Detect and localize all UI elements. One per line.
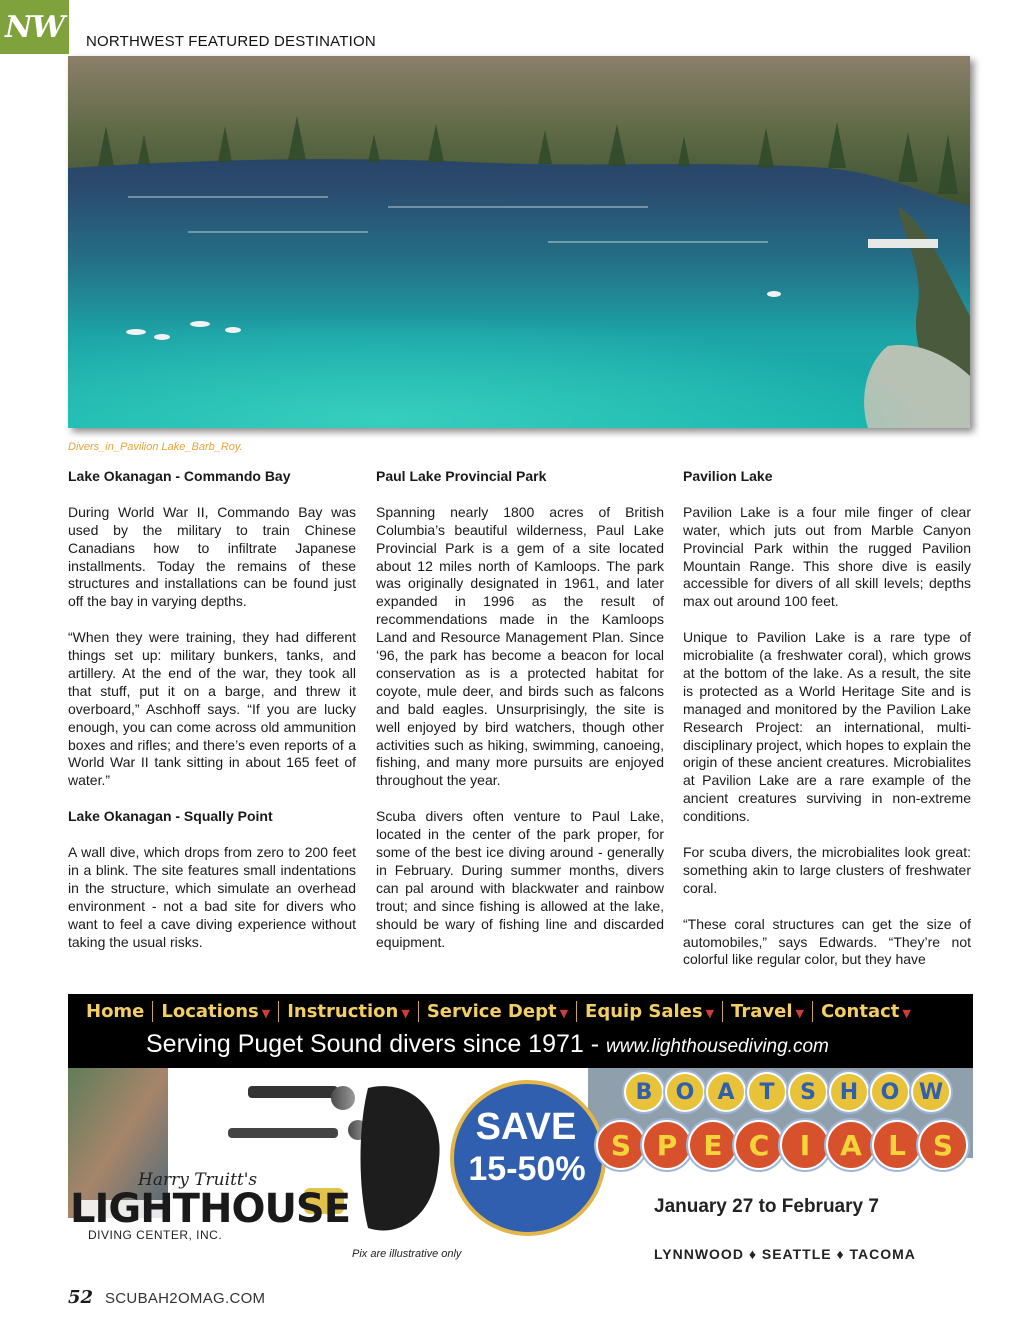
article-column-2: [376, 468, 664, 969]
boatshow-letter: O: [665, 1072, 705, 1112]
paragraph: During World War II, Commando Bay was used by the military to train Chinese Canadians how to infiltrate Japanese installments. Today the remains of these structures and installations can be found just off the bay in varying depths.: [68, 503, 356, 610]
ad-nav-locations[interactable]: Locations ▼: [153, 1001, 279, 1022]
boatshow-letters: [624, 1072, 964, 1118]
ad-nav-home[interactable]: Home: [78, 1001, 153, 1022]
lake-photo-illustration: [68, 56, 970, 428]
paragraph: A wall dive, which drops from zero to 200 feet in a blink. The site features small indentations in the structure, which simulate an overhead environment - not a bad site for divers who want to feel a cave diving experience without taking the usual risks.: [68, 843, 356, 950]
bcd-vest: [361, 1086, 440, 1230]
save-label: SAVE: [475, 1106, 577, 1148]
paragraph: Spanning nearly 1800 acres of British Columbia’s beautiful wilderness, Paul Lake Provincial Park is a gem of a site located about 12 miles north of Kamloops. The park was originally designated in 1961, and later expanded in 1996 as the result of recommendations made in the Kamloops Land and Resource Management Plan. Since ‘96, the park has become a beacon for local conservation as is a protected habitat for coyote, mule deer, and birds such as falcons and bald eagles. Unsurprisingly, the site is well enjoyed by bird watchers, though other activities such as hiking, swimming, canoeing, fishing, and many more pursuits are enjoyed throughout the year.: [376, 503, 664, 789]
specials-letter: L: [872, 1120, 922, 1170]
ad-nav-instruction[interactable]: Instruction ▼: [279, 1001, 419, 1022]
paragraph: “When they were training, they had different things set up: military bunkers, tanks, and artillery. At the end of the war, they took all that stuff, put it on a barge, and threw it overboard,” Aschhoff says. “If you are lucky enough, you can come across old ammunition boxes and rifles; and there’s even reports of a World War II tank sitting in about 165 feet of water.”: [68, 629, 356, 789]
discount-range: 15-50%: [468, 1150, 586, 1188]
specials-letter: I: [780, 1120, 830, 1170]
paragraph: Scuba divers often venture to Paul Lake, located in the center of the park proper, for some of the best ice diving around - generally in February. During summer months, divers can pal around with blackwater and rainbow trout; and since fishing is allowed at the lake, should be wary of fishing line and discarded equipment.: [376, 808, 664, 950]
chevron-down-icon: ▼: [705, 1006, 715, 1020]
ad-nav-equip-sales[interactable]: Equip Sales ▼: [577, 1001, 723, 1022]
badge-text: NW: [4, 9, 65, 45]
specials-letter: S: [596, 1120, 646, 1170]
paragraph: Pavilion Lake is a four mile finger of clear water, which juts out from Marble Canyon Provincial Park within the rugged Pavilion Mountain Range. This shore dive is easily accessible for divers of all skill levels; depths max out around 100 feet.: [683, 503, 971, 610]
brand-logo-text: LIGHTHOUSE: [70, 1186, 351, 1232]
photo-caption: Divers_in_Pavilion Lake_Barb_Roy.: [68, 441, 243, 453]
section-header: NORTHWEST FEATURED DESTINATION: [86, 33, 376, 50]
ad-nav-contact[interactable]: Contact ▼: [820, 1000, 911, 1022]
section-badge: [0, 0, 69, 54]
boatshow-letter: O: [870, 1072, 910, 1112]
ad-url[interactable]: www.lighthousediving.com: [606, 1036, 829, 1057]
section-heading: Lake Okanagan - Squally Point: [68, 808, 273, 825]
boatshow-letter: S: [788, 1072, 828, 1112]
ad-disclaimer: Pix are illustrative only: [352, 1248, 462, 1260]
ad-tagline: [146, 1030, 829, 1059]
section-heading: Pavilion Lake: [683, 468, 773, 484]
chevron-down-icon: ▼: [795, 1006, 804, 1020]
section-heading: Paul Lake Provincial Park: [376, 468, 547, 484]
ad-nav-service-dept[interactable]: Service Dept ▼: [419, 1001, 577, 1022]
boatshow-letter: H: [829, 1072, 869, 1112]
paragraph: Unique to Pavilion Lake is a rare type of microbialite (a freshwater coral), which grows at the bottom of the lake. As a result, the site is protected as a World Heritage Site and is managed and monitored by the Pavilion Lake Research Project: an international, multi-disciplinary project, which hopes to explain the origin of these ancient creatures. Microbialites at Pavilion Lake are a rare example of the ancient creatures surviving in non-extreme conditions.: [683, 629, 971, 825]
promo-dates: January 27 to February 7: [654, 1196, 879, 1217]
chevron-down-icon: ▼: [401, 1006, 410, 1020]
tagline-text: Serving Puget Sound divers since 1971 -: [146, 1030, 600, 1058]
brand-script: Harry Truitt's: [138, 1170, 258, 1190]
store-locations: LYNNWOOD ♦ SEATTLE ♦ TACOMA: [654, 1246, 916, 1262]
magazine-url: SCUBAH2OMAG.COM: [105, 1290, 266, 1307]
specials-letter: C: [734, 1120, 784, 1170]
specials-letter: E: [688, 1120, 738, 1170]
page-number: 52: [68, 1287, 94, 1308]
ad-nav-travel[interactable]: Travel ▼: [723, 1001, 813, 1022]
paragraph: “These coral structures can get the size of automobiles,” says Edwards. “They’re not colorful like regular color, but they have: [683, 915, 971, 968]
section-heading: Lake Okanagan - Commando Bay: [68, 468, 291, 484]
boatshow-letter: W: [911, 1072, 951, 1112]
specials-letter: A: [826, 1120, 876, 1170]
boatshow-letter: T: [747, 1072, 787, 1112]
paragraph: For scuba divers, the microbialites look great: something akin to large clusters of freshwater coral.: [683, 843, 971, 896]
article-column-1: [68, 468, 356, 969]
chevron-down-icon: ▼: [261, 1006, 271, 1020]
hero-photo: [68, 56, 970, 428]
specials-letter: P: [642, 1120, 692, 1170]
chevron-down-icon: ▼: [559, 1006, 569, 1020]
ad-promo-area: [68, 1068, 973, 1274]
specials-letter: S: [918, 1120, 968, 1170]
boatshow-letter: B: [624, 1072, 664, 1112]
article-column-3: [683, 468, 971, 978]
ad-nav-bar: [68, 994, 973, 1028]
boatshow-letter: A: [706, 1072, 746, 1112]
brand-subtitle: DIVING CENTER, INC.: [88, 1228, 223, 1242]
chevron-down-icon: ▼: [902, 1006, 911, 1020]
lighthouse-diving-ad[interactable]: [68, 994, 973, 1274]
specials-letters: [596, 1120, 968, 1176]
